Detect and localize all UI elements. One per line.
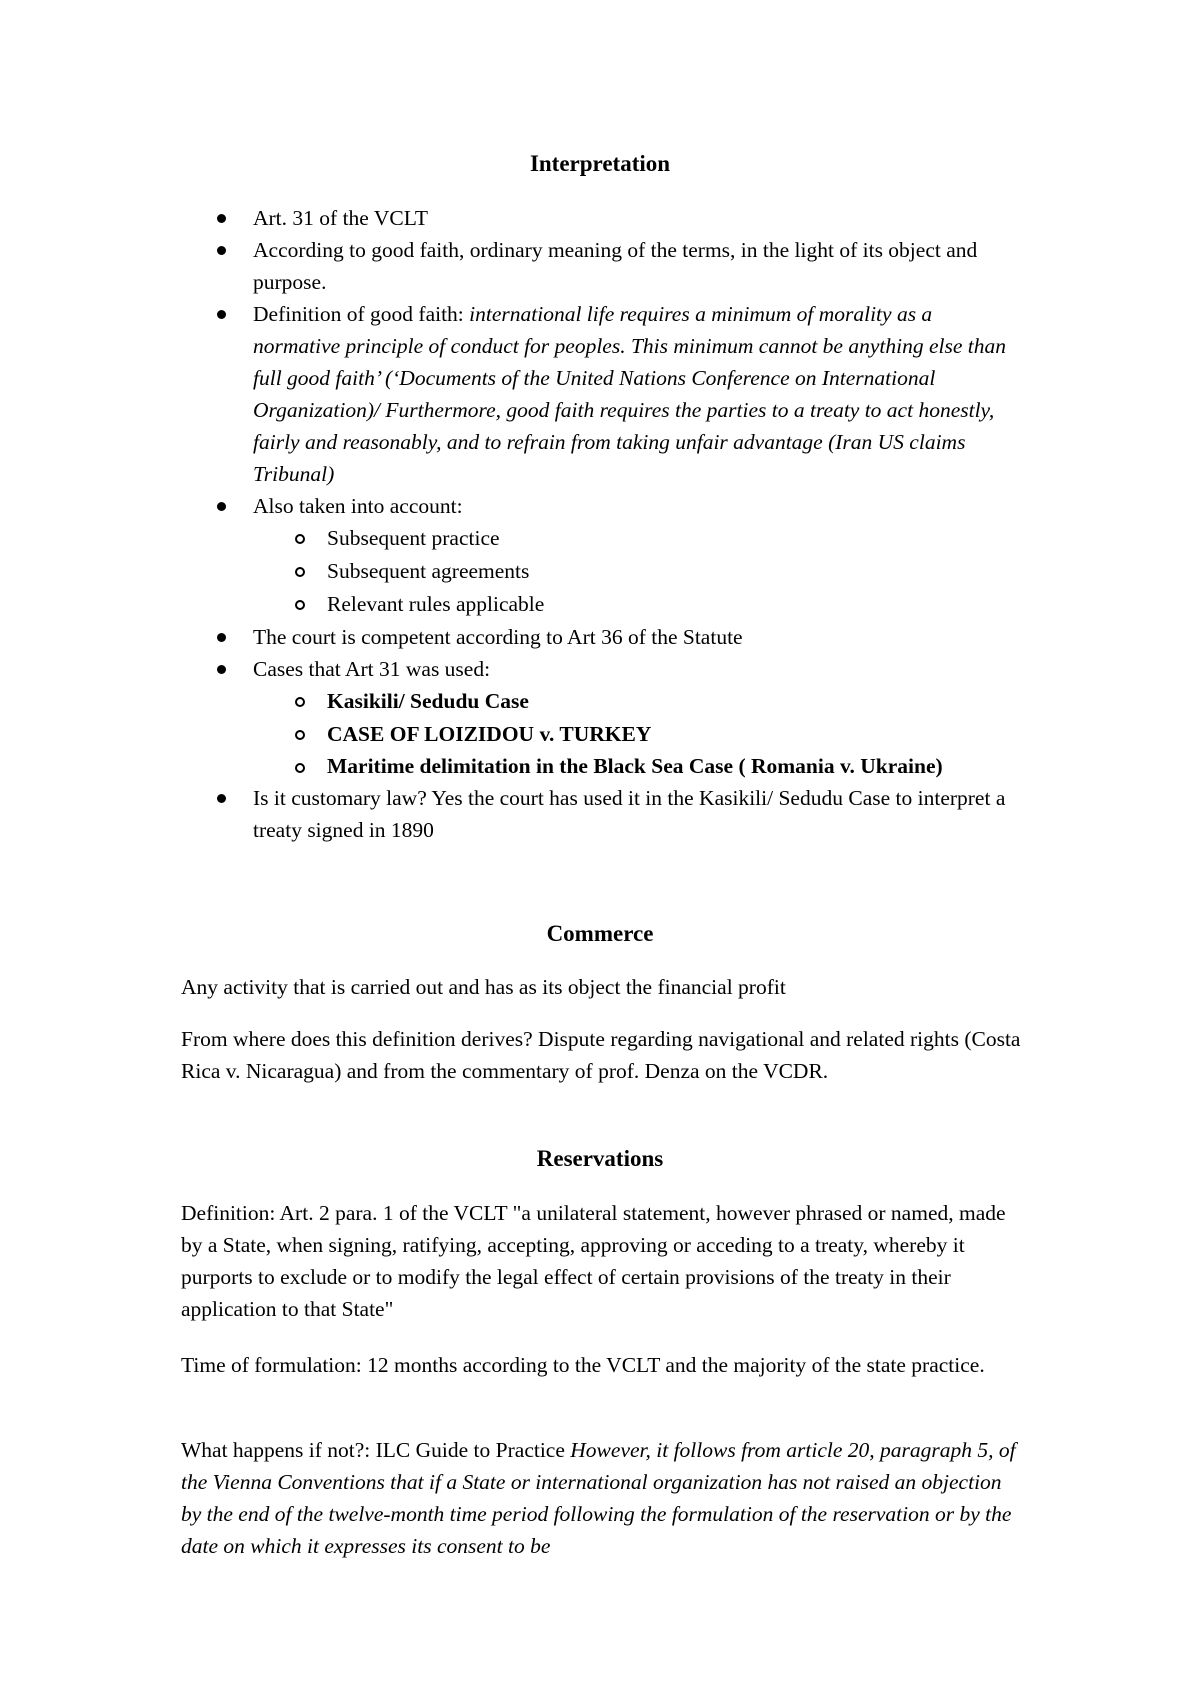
commerce-paragraph-2: From where does this definition derives? Dispute regarding navigational and related rights (Costa Rica v. Nicaragua) and from the commentary of prof. Denza on the VCDR. xyxy=(181,1027,1021,1083)
reservations-paragraph-2: Time of formulation: 12 months according to the VCLT and the majority of the state practice. xyxy=(181,1353,985,1377)
sub-list-item: Subsequent agreements xyxy=(253,555,947,588)
list-item: Definition of good faith: international life requires a minimum of morality as a normative principle of conduct for peoples. This minimum cannot be anything else than full good faith’ (‘Documents of the United Nations Conference on International Organization)/ Furthermore, good faith requires the parties to a treaty to act honestly, fairly and reasonably, and to refrain from taking unfair advantage (Iran US claims Tribunal) xyxy=(0,298,1023,490)
case-item: Maritime delimitation in the Black Sea Case ( Romania v. Ukraine) xyxy=(253,751,947,782)
commerce-paragraph-1: Any activity that is carried out and has as its object the financial profit xyxy=(181,975,786,999)
ilc-guide-quote: However, it follows from article 20, paragraph 5, of the Vienna Conventions that if a State or international organization has not raised an objection by the end of the twelve-month time period following the formulation of the reservation or by the date on which it expresses its consent to be xyxy=(181,1438,1016,1558)
case-item: Kasikili/ Sedudu Case xyxy=(253,685,947,718)
sublist-also-taken xyxy=(253,522,1023,621)
interpretation-list xyxy=(0,202,1200,846)
list-item: Also taken into account: Subsequent practice Subsequent agreements Relevant rules applicable xyxy=(0,490,1023,621)
good-faith-quote: international life requires a minimum of morality as a normative principle of conduct for peoples. This minimum cannot be anything else than full good faith’ (‘Documents of the United Nations Conference on International Organization)/ Furthermore, good faith requires the parties to a treaty to act honestly, fairly and reasonably, and to refrain from taking unfair advantage (Iran US claims Tribunal) xyxy=(253,302,1006,486)
case-item: CASE OF LOIZIDOU v. TURKEY xyxy=(253,718,947,751)
list-item: Cases that Art 31 was used: Kasikili/ Sedudu Case CASE OF LOIZIDOU v. TURKEY Maritime delimitation in the Black Sea Case ( Romania v. Ukraine) xyxy=(0,653,1023,782)
list-item: Art. 31 of the VCLT xyxy=(0,202,1023,234)
list-item: The court is competent according to Art 36 of the Statute xyxy=(0,621,1023,653)
sub-list-item: Relevant rules applicable xyxy=(253,588,947,621)
sub-list-item: Subsequent practice xyxy=(253,522,947,555)
heading-interpretation: Interpretation xyxy=(529,151,671,176)
heading-commerce: Commerce xyxy=(546,921,654,946)
list-item: According to good faith, ordinary meaning of the terms, in the light of its object and purpose. xyxy=(0,234,1023,298)
sublist-cases xyxy=(253,685,1023,782)
list-item: Is it customary law? Yes the court has used it in the Kasikili/ Sedudu Case to interpret a treaty signed in 1890 xyxy=(0,782,1023,846)
reservations-paragraph-3: What happens if not?: ILC Guide to Practice However, it follows from article 20, paragraph 5, of the Vienna Conventions that if a State or international organization has not raised an objection by the end of the twelve-month time period following the formulation of the reservation or by the date on which it expresses its consent to be xyxy=(181,1438,1016,1558)
heading-reservations: Reservations xyxy=(536,1146,664,1171)
reservations-paragraph-1: Definition: Art. 2 para. 1 of the VCLT "a unilateral statement, however phrased or named, made by a State, when signing, ratifying, accepting, approving or acceding to a treaty, whereby it purports to exclude or to modify the legal effect of certain provisions of the treaty in their application to that State" xyxy=(181,1201,1006,1321)
